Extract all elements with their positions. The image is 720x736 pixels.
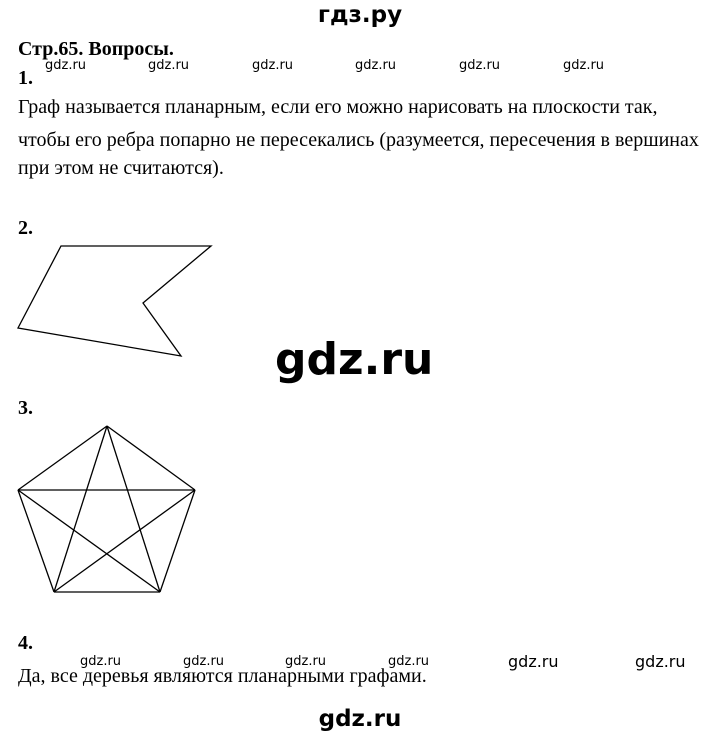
watermark-footer: gdz.ru [318, 706, 402, 732]
answer-1-line-2: чтобы его ребра попарно не пересекались (разумеется, пересечения в вершинах [18, 129, 699, 151]
watermark: gdz.ru [183, 654, 225, 669]
answer-4-text: Да, все деревья являются планарными графами. [18, 665, 427, 687]
question-number-3: 3. [18, 397, 33, 419]
watermark: gdz.ru [285, 654, 327, 669]
watermark: gdz.ru [563, 58, 605, 73]
question-number-1: 1. [18, 67, 33, 89]
page-heading: Стр.65. Вопросы. [18, 38, 174, 60]
diagonal [107, 426, 160, 592]
site-title: гдз.ру [317, 2, 403, 28]
edge [18, 490, 54, 592]
watermark: gdz.ru [635, 652, 686, 671]
edge [160, 490, 195, 592]
watermark: gdz.ru [388, 654, 430, 669]
watermark: gdz.ru [148, 58, 190, 73]
watermark: gdz.ru [80, 654, 122, 669]
question-number-2: 2. [18, 217, 33, 239]
watermark: gdz.ru [252, 58, 294, 73]
diagonal [54, 490, 195, 592]
watermark: gdz.ru [508, 652, 559, 671]
watermark-large: gdz.ru [275, 334, 434, 385]
question-number-4: 4. [18, 632, 33, 654]
diagonal [54, 426, 107, 592]
watermark: gdz.ru [459, 58, 501, 73]
watermark: gdz.ru [355, 58, 397, 73]
diagonal [18, 490, 160, 592]
edge [18, 426, 107, 490]
watermark: gdz.ru [45, 58, 87, 73]
answer-1-line-1: Граф называется планарным, если его можно нарисовать на плоскости так, [18, 96, 658, 118]
planar-graph-drawing [0, 230, 230, 370]
complete-graph-k5-drawing [0, 420, 220, 600]
edge [107, 426, 195, 490]
polygon-outline [18, 246, 211, 356]
answer-1-line-3: при этом не считаются). [18, 157, 224, 179]
